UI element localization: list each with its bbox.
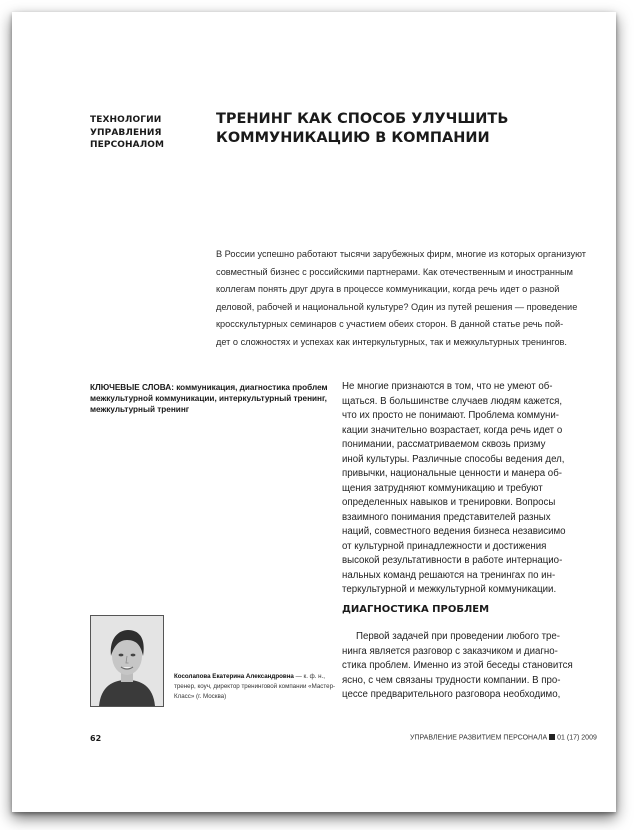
lead-line: В России успешно работают тысячи зарубежных фирм, многие из которых организуют: [216, 249, 587, 259]
article-title: [216, 110, 536, 148]
body-line: определенных навыков и тренировки. Вопросы: [342, 497, 556, 508]
lead-line: коллегам понять друг друга в процессе коммуникации, когда речь идет о разной: [216, 284, 560, 295]
lead-paragraph: [216, 246, 587, 352]
page-number: 62: [90, 734, 102, 743]
body-text-intro: [342, 380, 582, 598]
body-text-diagnostics: [342, 630, 582, 703]
keywords-block: [90, 382, 330, 416]
section-heading: ДИАГНОСТИКА ПРОБЛЕМ: [342, 604, 490, 615]
document-page: [12, 12, 616, 812]
caption-line: [174, 672, 349, 682]
lead-line: кросскультурных семинаров с участием обеих сторон. В данной статье речь пой-: [216, 319, 564, 330]
article-title-line: ТРЕНИНГ КАК СПОСОБ УЛУЧШИТЬ: [216, 111, 509, 127]
body-line: от культурной принадлежности и достижения: [342, 540, 547, 552]
author-name: Косолапова Екатерина Александровна: [174, 673, 294, 680]
body-line: Первой задачей при проведении любого тре-: [356, 631, 561, 642]
body-line: кации значительно возрастает, когда речь идет о: [342, 424, 563, 436]
author-photo: [90, 615, 164, 707]
body-line: привычки, национальные ценности и манера об-: [342, 468, 562, 479]
body-line: цессе предварительного разговора необходимо,: [342, 689, 561, 700]
body-line: понимании, рассматриваемом сквозь призму: [342, 439, 546, 450]
body-line: теркультурной и межкультурной коммуникации.: [342, 584, 557, 595]
lead-line: совместный бизнес с российскими партнерами. Как отечественным и иностранным: [216, 266, 573, 277]
journal-footer: [410, 734, 597, 742]
keywords-line: межкультурной коммуникации, интеркультурный тренинг,: [90, 394, 327, 404]
body-line: что их просто не понимают. Проблема коммуни-: [342, 410, 559, 421]
author-degree: — к. ф. н.,: [293, 673, 326, 680]
section-label-line: ПЕРСОНАЛОМ: [90, 140, 165, 150]
author-caption: [174, 672, 349, 702]
body-line: нальных команд решаются на тренингах по ин-: [342, 569, 556, 581]
body-line: нинга является разговор с заказчиком и диагно-: [342, 645, 558, 657]
body-line: ясно, с чем связаны трудности компании. В про-: [342, 674, 561, 686]
body-line: иной культуры. Различные способы ведения дел,: [342, 453, 565, 465]
square-bullet-icon: [549, 734, 555, 740]
journal-issue: 01 (17) 2009: [557, 734, 597, 742]
section-label-line: УПРАВЛЕНИЯ: [90, 127, 162, 138]
author-portrait-image: [91, 616, 163, 706]
section-label-line: ТЕХНОЛОГИИ: [90, 115, 162, 125]
body-line: взаимного понимания представителей разных: [342, 511, 551, 523]
article-title-line: КОММУНИКАЦИЮ В КОМПАНИИ: [216, 130, 490, 146]
body-line: Не многие признаются в том, что не умеют об-: [342, 381, 553, 392]
journal-name: УПРАВЛЕНИЕ РАЗВИТИЕМ ПЕРСОНАЛА: [410, 734, 548, 742]
body-line: щения затрудняют коммуникацию и требуют: [342, 482, 543, 494]
keywords-line: КЛЮЧЕВЫЕ СЛОВА: коммуникация, диагностика проблем: [90, 383, 328, 392]
section-label: [90, 114, 200, 152]
body-line: щаться. В большинстве случаев людям кажется,: [342, 395, 563, 407]
body-line: стика проблем. Именно из этой беседы становится: [342, 660, 573, 671]
caption-line: Класс» (г. Москва): [174, 693, 227, 700]
lead-line: дет о сложностях и успехах как интеркультурных, так и межкультурных тренингов.: [216, 336, 567, 347]
lead-line: деловой, рабочей и национальной культуре? Один из путей решения — проведение: [216, 301, 578, 312]
caption-line: тренер, коуч, директор тренинговой компании «Мастер-: [174, 683, 336, 690]
body-line: наций, совместного ведения бизнеса независимо: [342, 526, 566, 537]
keywords-line: межкультурный тренинг: [90, 405, 190, 415]
body-line: высокой результативности в работе интернацио-: [342, 555, 563, 566]
